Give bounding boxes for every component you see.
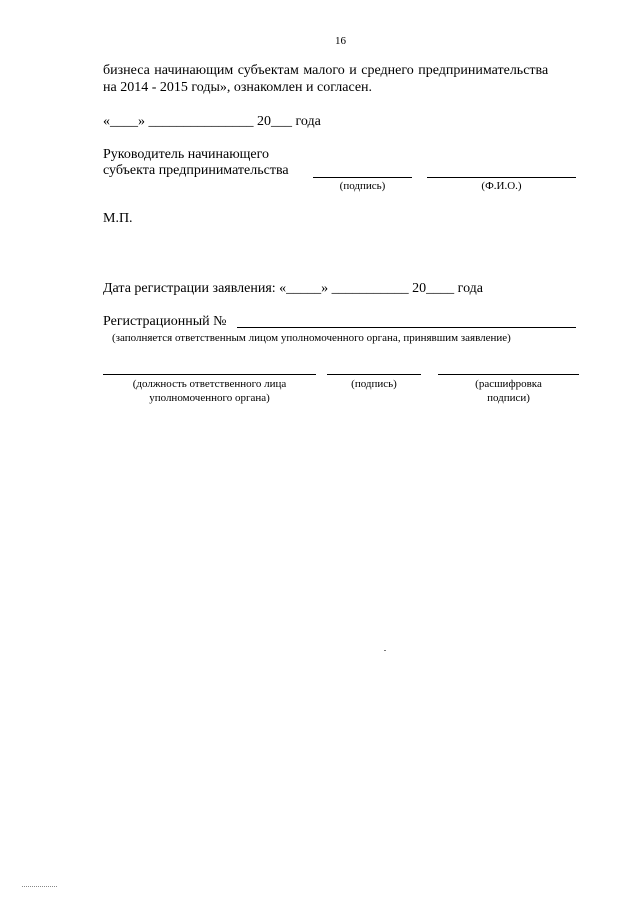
registration-number-line [237,327,576,328]
decoding-line [438,374,579,375]
stamp-placeholder: М.П. [103,211,133,226]
position-label-line-1: (должность ответственного лица [132,378,287,390]
agreement-date-line: «____» _______________ 20___ года [103,114,321,129]
registration-note: (заполняется ответственным лицом уполномоченного органа, принявшим заявление) [112,332,511,344]
signature-line [327,374,421,375]
page-number: 16 [335,35,346,47]
position-line [103,374,316,375]
registration-date-line: Дата регистрации заявления: «_____» ___________ 20____ года [103,281,483,296]
head-fio-label: (Ф.И.О.) [481,180,522,192]
head-signature-line [313,177,412,178]
paragraph-line-2: на 2014 - 2015 годы», ознакомлен и согласен. [103,80,373,95]
decoding-label-line-2: подписи) [487,392,530,404]
decoding-label-line-1: (расшифровка [475,378,542,390]
head-fio-line [427,177,576,178]
head-title-line-1: Руководитель начинающего [103,147,270,162]
position-label-line-2: уполномоченного органа) [149,392,270,404]
paragraph-line-1: бизнеса начинающим субъектам малого и среднего предпринимательства [103,63,549,78]
scan-edge-mark [22,886,57,887]
scan-speck [384,650,386,651]
head-signature-label: (подпись) [339,180,386,192]
registration-number-label: Регистрационный № [103,314,227,329]
signature-label: (подпись) [351,378,397,390]
head-title-line-2: субъекта предпринимательства [103,163,289,178]
